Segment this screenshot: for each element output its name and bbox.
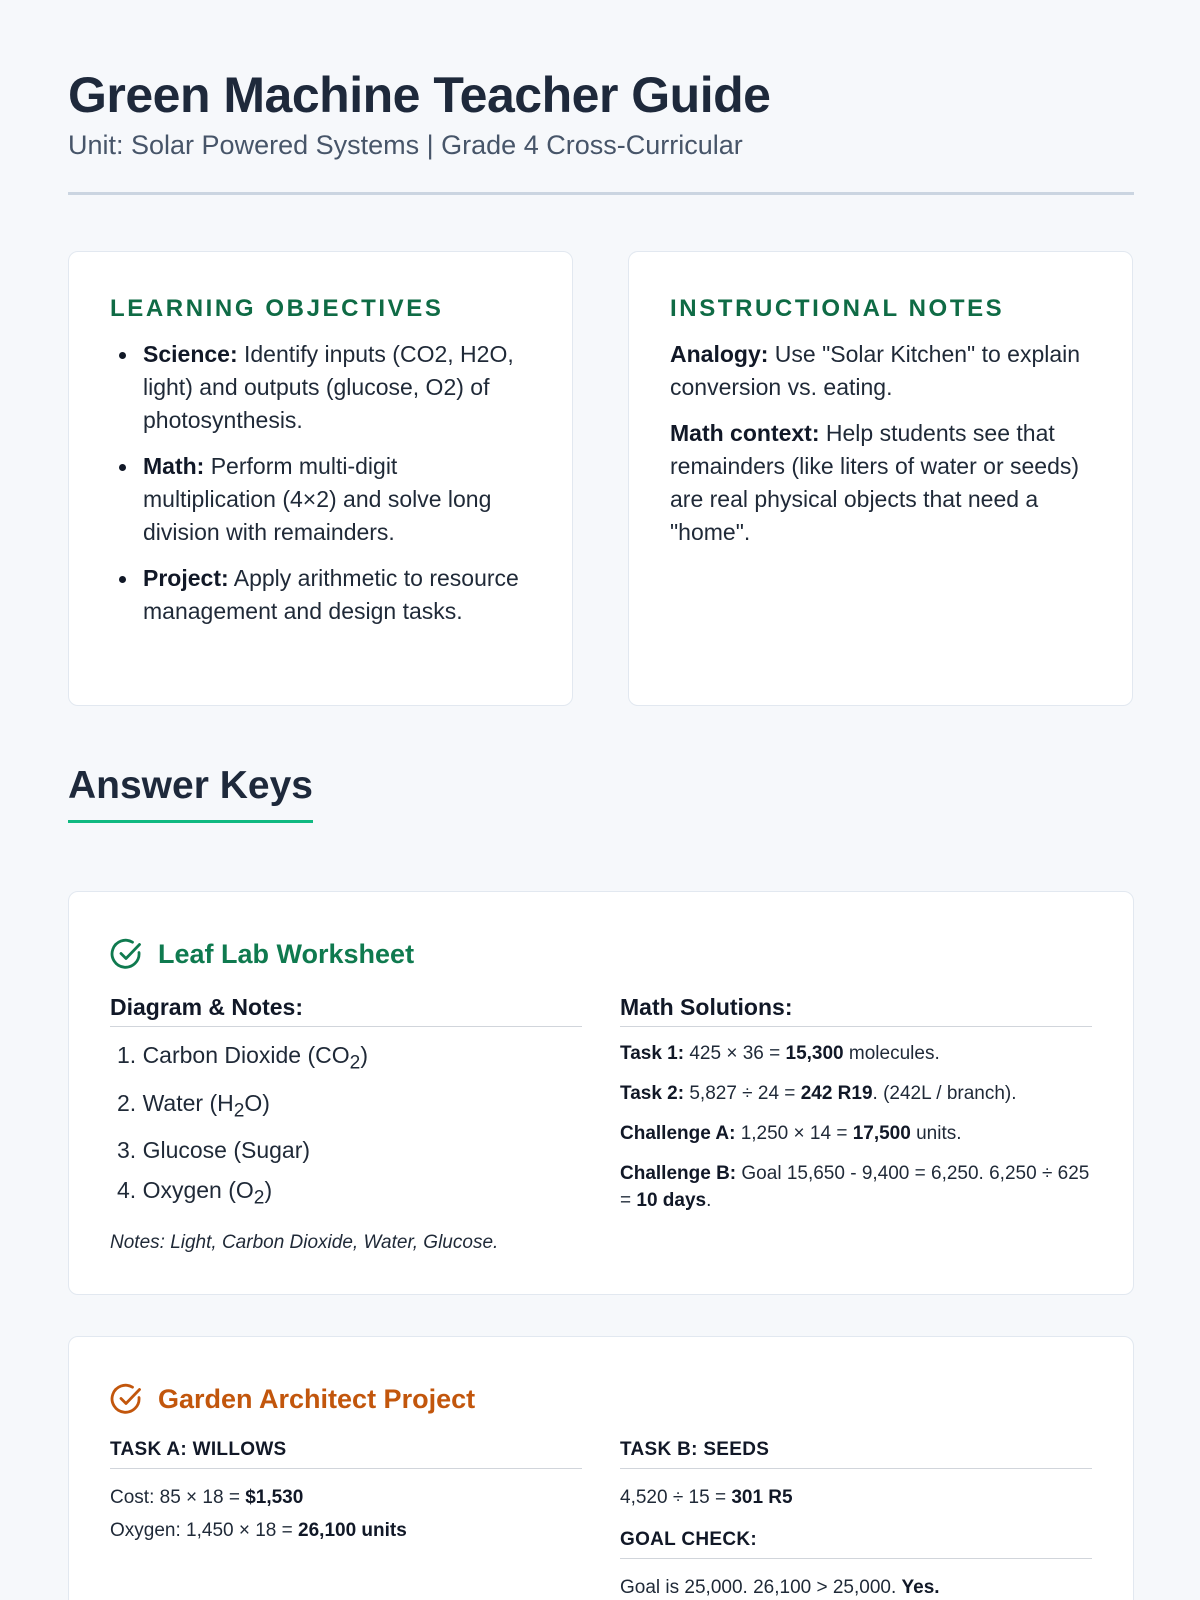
task-a-column [110,1437,582,1600]
diagram-item: 4. Oxygen $(O_2)$ [117,1177,273,1209]
objective-label: Math: [143,453,205,479]
goal-check-answer: Goal is 25,000. 26,100 > 25,000. Yes. [620,1577,940,1598]
bullet-icon [119,352,126,359]
garden-architect-card [68,1336,1134,1600]
solution-task-2: Task 2: 5,827 ÷ 24 = 242 R19. (242L / branch). [620,1083,1017,1104]
leaf-lab-card [68,891,1134,1295]
diagram-item: 3. Glucose (Sugar) [117,1137,311,1164]
learning-objectives-card [68,251,573,706]
learning-objectives-heading: LEARNING OBJECTIVES [110,295,444,322]
task-b-answer: 4,520 ÷ 15 = 301 R5 [620,1487,793,1508]
garden-architect-header [110,1379,1092,1419]
objective-math [110,450,532,549]
note-text: Help students see that remainders (like liters of water or seeds) are real physical objects that need a "home". [670,420,1080,545]
diagram-notes-column [110,992,582,1256]
leaf-lab-notes: Notes: Light, Carbon Dioxide, Water, Glucose. [110,1231,499,1253]
task-a-oxygen: Oxygen: 1,450 × 18 = 26,100 units [110,1520,407,1541]
objective-label: Science: [143,341,238,367]
instructional-notes-heading: INSTRUCTIONAL NOTES [670,295,1005,322]
math-solutions-column [620,992,1092,1256]
bullet-icon [119,464,126,471]
task-b-column [620,1437,1092,1600]
goal-check-heading: GOAL CHECK: [620,1527,1092,1559]
note-label: Math context: [670,420,820,446]
objective-science [110,338,532,437]
leaf-lab-title: Leaf Lab Worksheet [158,938,415,969]
garden-architect-title: Garden Architect Project [158,1383,476,1414]
solution-challenge-b: Challenge B: Goal 15,650 - 9,400 = 6,250. 6,250 ÷ 625 = 10 days. [620,1163,1090,1211]
check-circle-icon [110,1382,144,1416]
objective-project [110,562,532,628]
header-divider [68,192,1134,195]
bullet-icon [119,576,126,583]
note-analogy [670,338,1092,404]
diagram-list [110,1040,582,1214]
task-a-cost: Cost: 85 × 18 = $1,530 [110,1487,304,1508]
objectives-list [110,338,532,628]
note-label: Analogy: [670,341,769,367]
solution-challenge-a: Challenge A: 1,250 × 14 = 17,500 units. [620,1123,962,1144]
objective-text: Identify inputs (CO2, H2O, light) and outputs (glucose, O2) of photosynthesis. [143,341,514,433]
leaf-lab-header [110,934,1092,974]
note-math-context [670,417,1092,549]
diagram-item: 2. Water $(H_2O)$ [117,1089,270,1122]
objective-text: Perform multi-digit multiplication (4×2) and solve long division with remainders. [143,453,492,545]
solution-task-1: Task 1: 425 × 36 = 15,300 molecules. [620,1043,940,1064]
answer-keys-heading: Answer Keys [68,764,313,823]
note-text: Use "Solar Kitchen" to explain conversion vs. eating. [670,341,1081,400]
task-a-heading: TASK A: WILLOWS [110,1437,582,1469]
instructional-notes-card [628,251,1133,706]
objective-text: Apply arithmetic to resource management and design tasks. [143,565,519,624]
math-solutions-heading: Math Solutions: [620,992,1092,1027]
diagram-item: 1. Carbon Dioxide $(CO_2)$ [117,1042,368,1074]
page-title: Green Machine Teacher Guide [68,67,771,123]
objective-label: Project: [143,565,229,591]
page-subtitle: Unit: Solar Powered Systems | Grade 4 Cross-Curricular [68,130,743,160]
check-circle-icon [110,937,144,971]
diagram-notes-heading: Diagram & Notes: [110,992,582,1027]
task-b-heading: TASK B: SEEDS [620,1437,1092,1469]
